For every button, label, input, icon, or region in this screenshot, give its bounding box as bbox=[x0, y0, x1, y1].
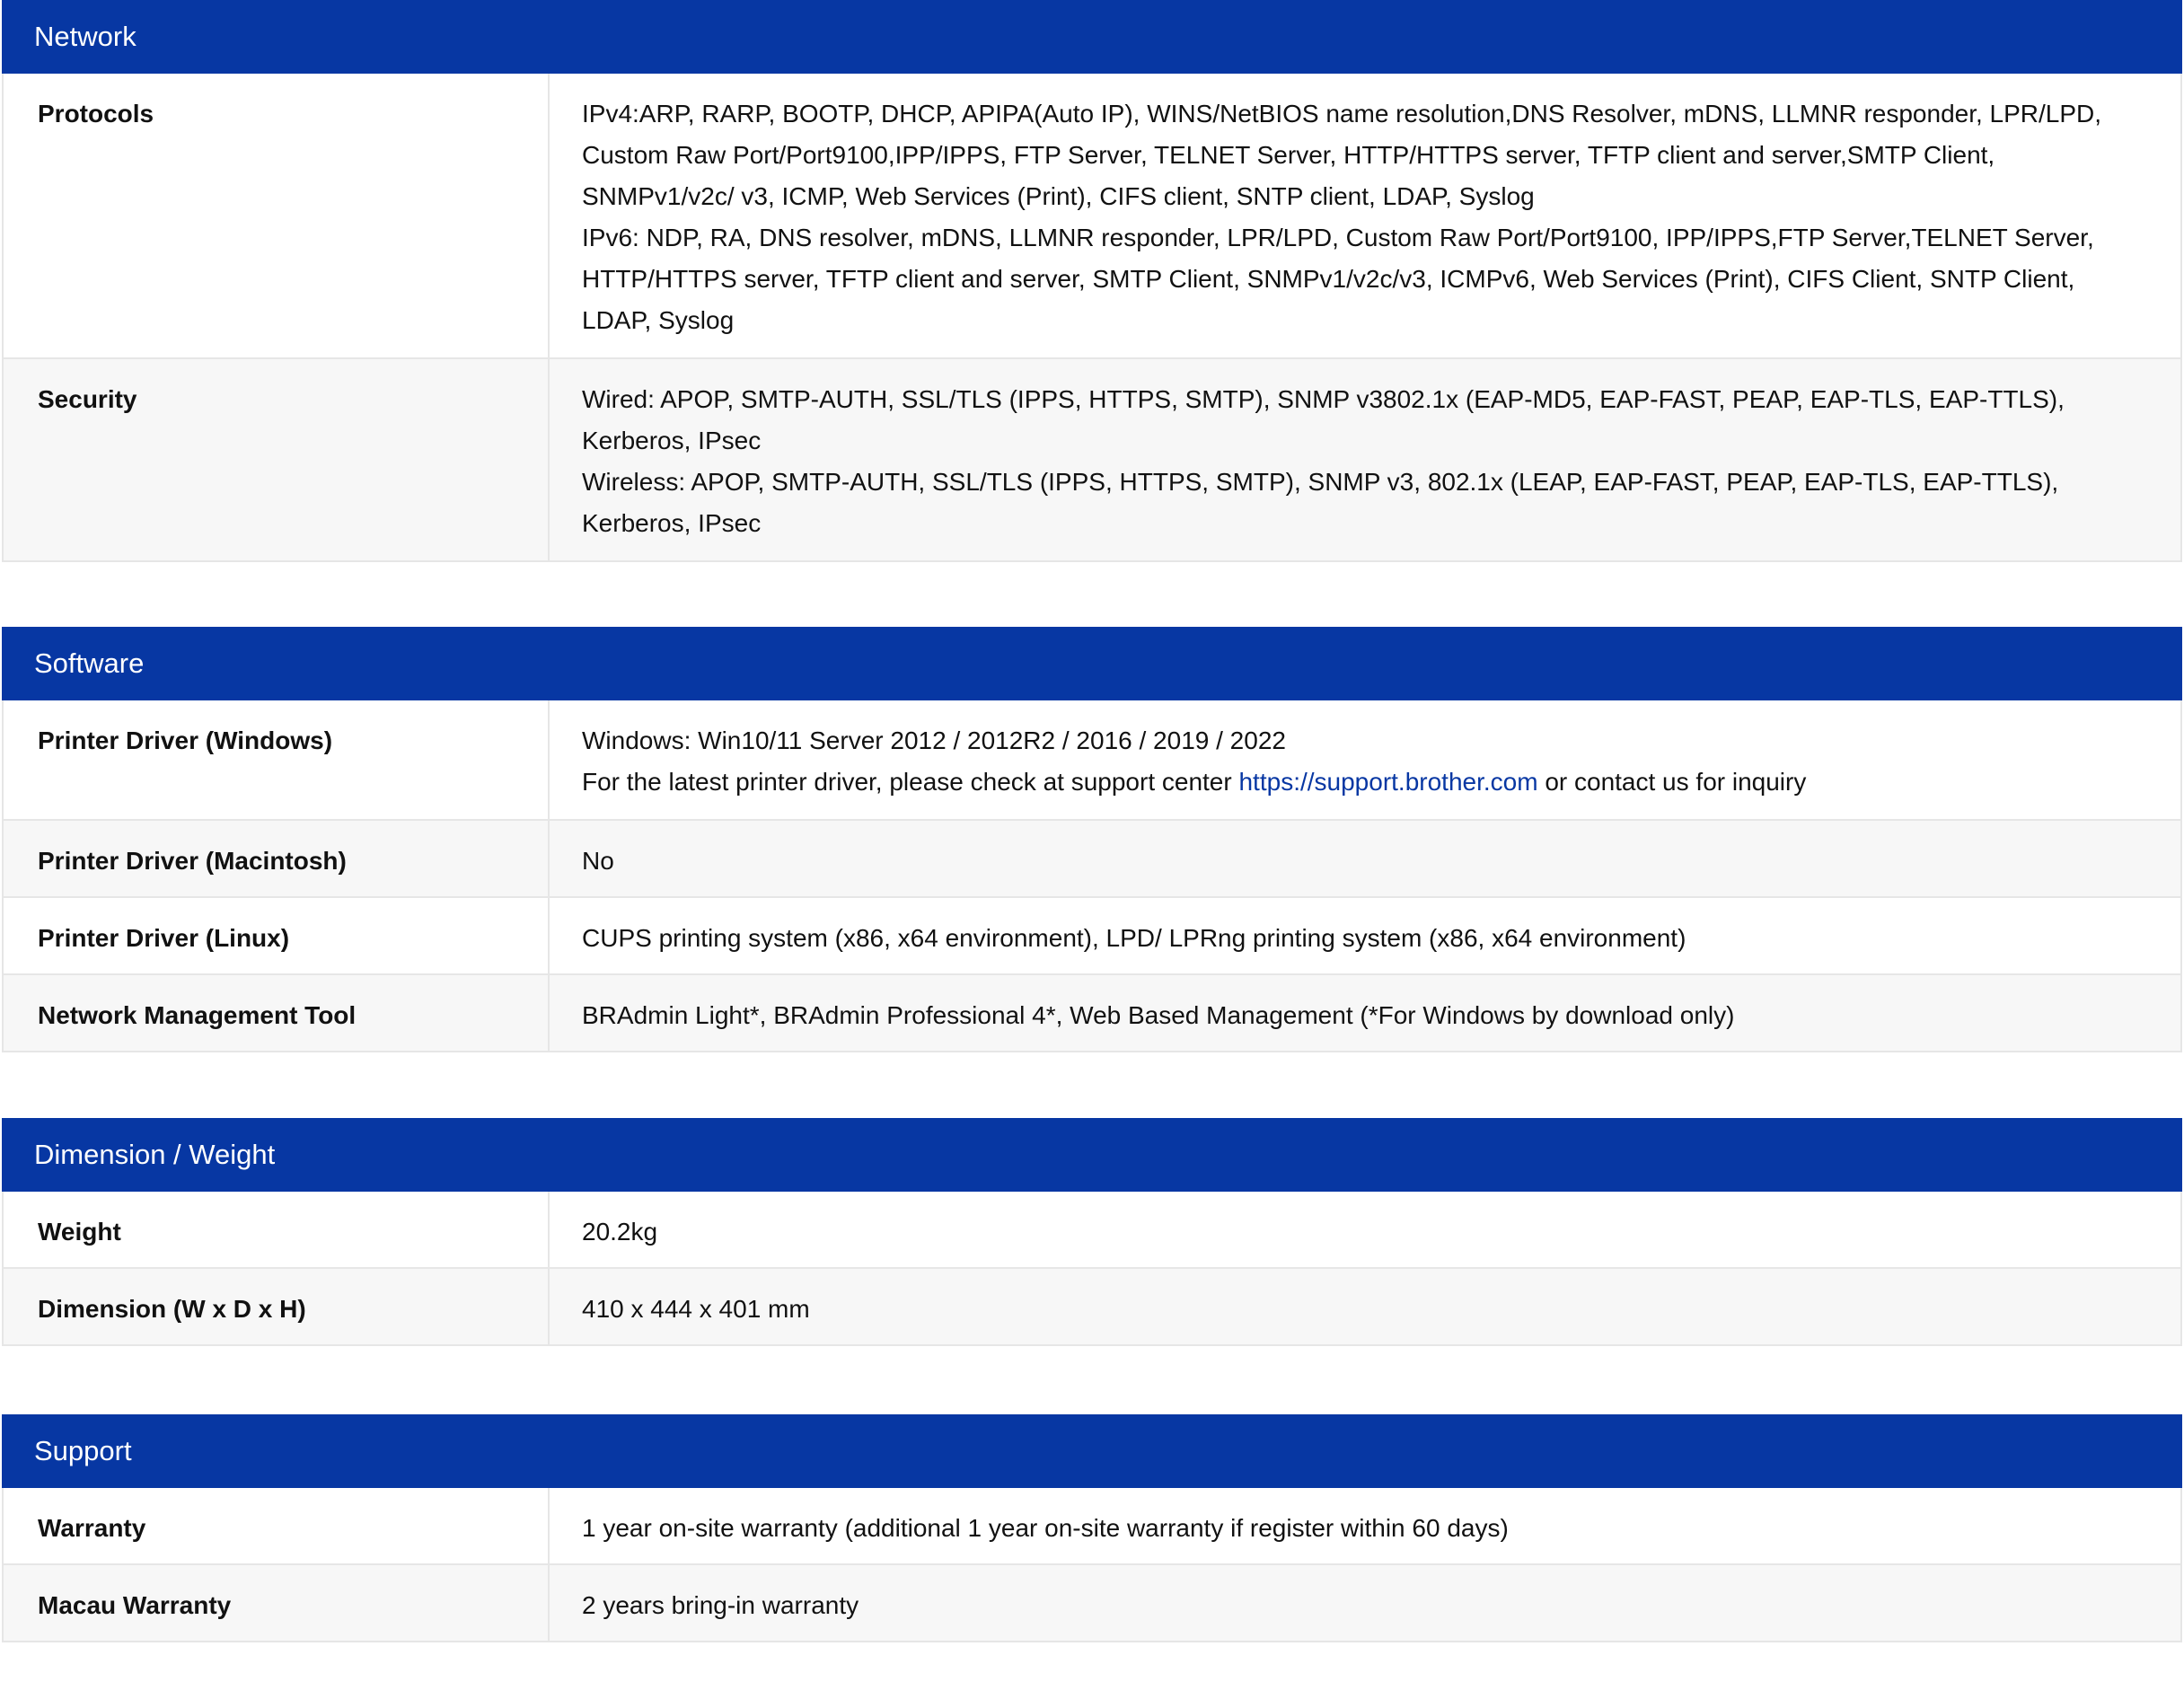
spec-row-warranty bbox=[2, 1488, 2182, 1565]
spec-label: Printer Driver (Macintosh) bbox=[4, 821, 550, 896]
spec-value: 2 years bring-in warranty bbox=[582, 1591, 859, 1619]
spec-value: 410 x 444 x 401 mm bbox=[582, 1295, 810, 1323]
spec-row-printer-driver-linux bbox=[2, 898, 2182, 975]
section-dimension-weight bbox=[2, 1118, 2182, 1346]
spec-row-macau-warranty bbox=[2, 1565, 2182, 1642]
spec-label: Network Management Tool bbox=[4, 975, 550, 1051]
spec-value bbox=[550, 74, 2180, 357]
spec-label: Macau Warranty bbox=[4, 1565, 550, 1641]
spec-value-line bbox=[582, 762, 2148, 803]
spec-value-line: IPv4:ARP, RARP, BOOTP, DHCP, APIPA(Auto IP), WINS/NetBIOS name resolution,DNS Resolver, mDNS, LLMNR responder, LPR/LPD, Custom Raw Port/Port9100,IPP/IPPS, FTP Server, TELNET Server, HTTP/HTTPS server, TFTP client and server,SMTP Client, SNMPv1/v2c/ v3, ICMP, Web Services (Print), CIFS client, SNTP client, LDAP, Syslog bbox=[582, 100, 2102, 210]
spec-label: Security bbox=[4, 359, 550, 560]
spec-row-network-management-tool bbox=[2, 975, 2182, 1052]
spec-row-protocols bbox=[2, 74, 2182, 359]
spec-label: Protocols bbox=[4, 74, 550, 357]
spec-value-text: or contact us for inquiry bbox=[1537, 768, 1807, 796]
spec-label: Printer Driver (Windows) bbox=[4, 700, 550, 819]
spec-value: CUPS printing system (x86, x64 environment), LPD/ LPRng printing system (x86, x64 environment) bbox=[582, 924, 1686, 952]
spec-value: No bbox=[582, 847, 614, 875]
section-title: Dimension / Weight bbox=[2, 1118, 2182, 1192]
spec-label: Weight bbox=[4, 1192, 550, 1267]
spec-label: Printer Driver (Linux) bbox=[4, 898, 550, 973]
spec-row-weight bbox=[2, 1192, 2182, 1269]
spec-value: BRAdmin Light*, BRAdmin Professional 4*, Web Based Management (*For Windows by download only) bbox=[582, 1001, 1735, 1029]
section-title: Network bbox=[2, 0, 2182, 74]
section-title: Software bbox=[2, 627, 2182, 700]
spec-value-line: IPv6: NDP, RA, DNS resolver, mDNS, LLMNR responder, LPR/LPD, Custom Raw Port/Port9100, IPP/IPPS,FTP Server,TELNET Server, HTTP/HTTPS server, TFTP client and server, SMTP Client, SNMPv1/v2c/v3, ICMPv6, Web Services (Print), CIFS Client, SNTP Client, LDAP, Syslog bbox=[582, 224, 2094, 334]
section-network bbox=[2, 0, 2182, 562]
spec-value bbox=[550, 700, 2180, 819]
spec-value-text: For the latest printer driver, please check at support center bbox=[582, 768, 1239, 796]
spec-row-dimension bbox=[2, 1269, 2182, 1346]
spec-row-security bbox=[2, 359, 2182, 562]
spec-value: 1 year on-site warranty (additional 1 year on-site warranty if register within 60 days) bbox=[582, 1514, 1509, 1542]
spec-value-line: Wireless: APOP, SMTP-AUTH, SSL/TLS (IPPS, HTTPS, SMTP), SNMP v3, 802.1x (LEAP, EAP-FAST, PEAP, EAP-TLS, EAP-TTLS), Kerberos, IPsec bbox=[582, 468, 2059, 537]
spec-label: Dimension (W x D x H) bbox=[4, 1269, 550, 1344]
section-title: Support bbox=[2, 1414, 2182, 1488]
spec-label: Warranty bbox=[4, 1488, 550, 1563]
section-support bbox=[2, 1414, 2182, 1642]
spec-value-line: Wired: APOP, SMTP-AUTH, SSL/TLS (IPPS, HTTPS, SMTP), SNMP v3802.1x (EAP-MD5, EAP-FAST, PEAP, EAP-TLS, EAP-TTLS), Kerberos, IPsec bbox=[582, 385, 2065, 454]
spec-value-line: Windows: Win10/11 Server 2012 / 2012R2 / 2016 / 2019 / 2022 bbox=[582, 726, 1286, 754]
support-link[interactable]: https://support.brother.com bbox=[1238, 768, 1538, 796]
spec-value bbox=[550, 359, 2180, 560]
spec-row-printer-driver-windows bbox=[2, 700, 2182, 821]
spec-value: 20.2kg bbox=[582, 1218, 658, 1246]
section-software bbox=[2, 627, 2182, 1052]
spec-row-printer-driver-macintosh bbox=[2, 821, 2182, 898]
